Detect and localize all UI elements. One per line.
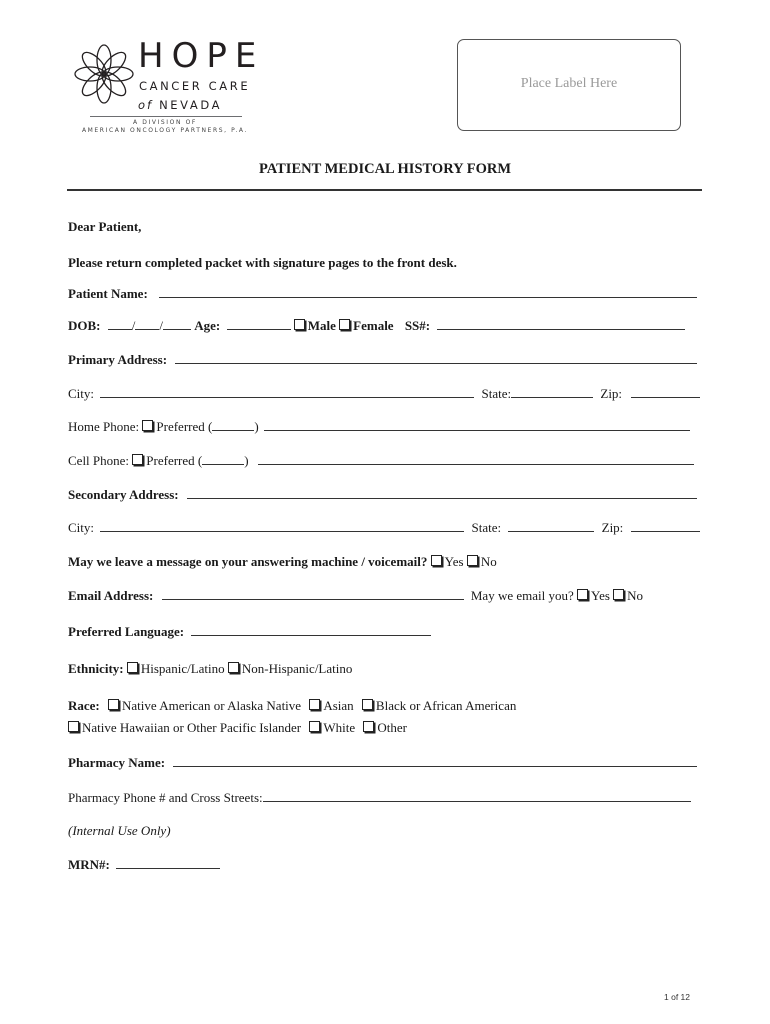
- logo-nevada-text: NEVADA: [159, 98, 223, 112]
- ssn-field[interactable]: [437, 318, 685, 330]
- instruction: Please return completed packet with signature pages to the front desk.: [68, 255, 457, 270]
- email-question: May we email you?: [470, 588, 574, 603]
- state-label: State:: [481, 386, 512, 401]
- voicemail-yes-checkbox[interactable]: [431, 555, 442, 566]
- pharmacy-phone-label: Pharmacy Phone # and Cross Streets:: [68, 790, 263, 805]
- age-field[interactable]: [227, 318, 291, 330]
- race-black-label: Black or African American: [375, 698, 517, 713]
- race-pacific-islander-checkbox[interactable]: [68, 721, 79, 732]
- email-no-checkbox[interactable]: [613, 589, 624, 600]
- pharmacy-name-row: [68, 755, 700, 771]
- home-phone-field[interactable]: [264, 419, 690, 431]
- hispanic-label: Hispanic/Latino: [140, 661, 225, 676]
- non-hispanic-checkbox[interactable]: [228, 662, 239, 673]
- language-label: Preferred Language:: [68, 624, 185, 639]
- mrn-field[interactable]: [116, 857, 220, 869]
- primary-address-row: [68, 352, 700, 368]
- logo-division-line1: A DIVISION OF: [133, 119, 197, 126]
- race-white-label: White: [323, 720, 356, 735]
- email-row: [68, 588, 700, 604]
- home-phone-row: Home Phone: Preferred ( ): [68, 419, 700, 435]
- home-preferred-label: Preferred (: [156, 419, 213, 434]
- voicemail-no-checkbox[interactable]: [467, 555, 478, 566]
- race-row-1: [68, 698, 700, 714]
- zip-label: Zip:: [600, 386, 623, 401]
- patient-name-field[interactable]: [159, 286, 697, 298]
- logo-of-text: of: [138, 98, 154, 112]
- email-yes-label: Yes: [591, 588, 610, 603]
- race-other-label: Other: [377, 720, 407, 735]
- title-divider: [67, 189, 702, 191]
- pharmacy-phone-row: [68, 790, 700, 806]
- dob-month-field[interactable]: [108, 318, 132, 330]
- race-row-2: [68, 720, 700, 736]
- dob-year-field[interactable]: [163, 318, 191, 330]
- secondary-zip-label: Zip:: [601, 520, 624, 535]
- home-preferred-field[interactable]: [212, 419, 254, 431]
- primary-city-row: [68, 386, 700, 402]
- greeting: Dear Patient,: [68, 219, 142, 234]
- patient-label-box[interactable]: [457, 39, 681, 131]
- race-pacific-islander-label: Native Hawaiian or Other Pacific Islander: [82, 720, 302, 735]
- race-label: Race:: [68, 698, 100, 713]
- ethnicity-row: [68, 661, 700, 677]
- logo-division-text: [72, 119, 258, 135]
- primary-address-label: Primary Address:: [68, 352, 168, 367]
- page-number: 1 of 12: [664, 992, 690, 1002]
- pharmacy-name-field[interactable]: [173, 755, 697, 767]
- dob-row: DOB: / / Age: Male Female SS#:: [68, 318, 700, 334]
- race-other-checkbox[interactable]: [363, 721, 374, 732]
- flower-logo-icon: [72, 42, 136, 106]
- pharmacy-phone-field[interactable]: [263, 790, 691, 802]
- hispanic-checkbox[interactable]: [127, 662, 138, 673]
- cell-preferred-field[interactable]: [202, 453, 244, 465]
- label-placeholder: Place Label Here: [520, 76, 618, 91]
- cell-phone-field[interactable]: [258, 453, 694, 465]
- secondary-city-label: City:: [68, 520, 95, 535]
- patient-name-label: Patient Name:: [68, 286, 148, 301]
- voicemail-row: [68, 554, 700, 570]
- email-label: Email Address:: [68, 588, 154, 603]
- logo-divider: [90, 116, 242, 117]
- primary-address-field[interactable]: [175, 352, 697, 364]
- language-row: [68, 624, 700, 640]
- secondary-address-field[interactable]: [187, 487, 697, 499]
- zip-field[interactable]: [631, 386, 700, 398]
- city-label: City:: [68, 386, 95, 401]
- race-black-checkbox[interactable]: [362, 699, 373, 710]
- internal-use-note: (Internal Use Only): [68, 823, 171, 838]
- email-no-label: No: [627, 588, 644, 603]
- male-checkbox[interactable]: [294, 319, 305, 330]
- city-field[interactable]: [100, 386, 474, 398]
- non-hispanic-label: Non-Hispanic/Latino: [241, 661, 353, 676]
- cell-preferred-label: Preferred (: [146, 453, 203, 468]
- dob-label: DOB:: [68, 318, 101, 333]
- email-field[interactable]: [162, 588, 464, 600]
- logo-cancer-care-text: CANCER CARE: [139, 79, 251, 93]
- voicemail-no-label: No: [480, 554, 497, 569]
- hope-logo: [72, 36, 265, 138]
- cell-phone-label: Cell Phone:: [68, 453, 130, 468]
- secondary-city-field[interactable]: [100, 520, 464, 532]
- voicemail-yes-label: Yes: [444, 554, 464, 569]
- email-yes-checkbox[interactable]: [577, 589, 588, 600]
- race-native-american-checkbox[interactable]: [108, 699, 119, 710]
- logo-hope-text: HOPE: [138, 36, 265, 76]
- cell-phone-row: Cell Phone: Preferred ( ): [68, 453, 700, 469]
- logo-division-line2: AMERICAN ONCOLOGY PARTNERS, P.A.: [81, 127, 249, 134]
- state-field[interactable]: [511, 386, 593, 398]
- dob-day-field[interactable]: [135, 318, 159, 330]
- voicemail-question: May we leave a message on your answering machine / voicemail?: [68, 554, 428, 569]
- secondary-address-label: Secondary Address:: [68, 487, 179, 502]
- language-field[interactable]: [191, 624, 431, 636]
- race-native-american-label: Native American or Alaska Native: [122, 698, 302, 713]
- home-phone-label: Home Phone:: [68, 419, 140, 434]
- ethnicity-label: Ethnicity:: [68, 661, 124, 676]
- race-white-checkbox[interactable]: [309, 721, 320, 732]
- secondary-zip-field[interactable]: [631, 520, 700, 532]
- race-asian-label: Asian: [323, 698, 354, 713]
- logo-of-nevada: [138, 98, 222, 112]
- mrn-row: [68, 857, 700, 873]
- secondary-address-row: [68, 487, 700, 503]
- pharmacy-name-label: Pharmacy Name:: [68, 755, 166, 770]
- race-asian-checkbox[interactable]: [309, 699, 320, 710]
- male-label: Male: [307, 318, 336, 333]
- form-title: PATIENT MEDICAL HISTORY FORM: [258, 161, 512, 177]
- secondary-state-field[interactable]: [508, 520, 594, 532]
- age-label: Age:: [194, 318, 221, 333]
- secondary-city-row: [68, 520, 700, 536]
- ssn-label: SS#:: [404, 318, 431, 333]
- patient-name-row: [68, 286, 700, 302]
- female-label: Female: [353, 318, 394, 333]
- mrn-label: MRN#:: [68, 857, 110, 872]
- home-preferred-checkbox[interactable]: [142, 420, 153, 431]
- cell-preferred-checkbox[interactable]: [132, 454, 143, 465]
- female-checkbox[interactable]: [339, 319, 350, 330]
- secondary-state-label: State:: [471, 520, 502, 535]
